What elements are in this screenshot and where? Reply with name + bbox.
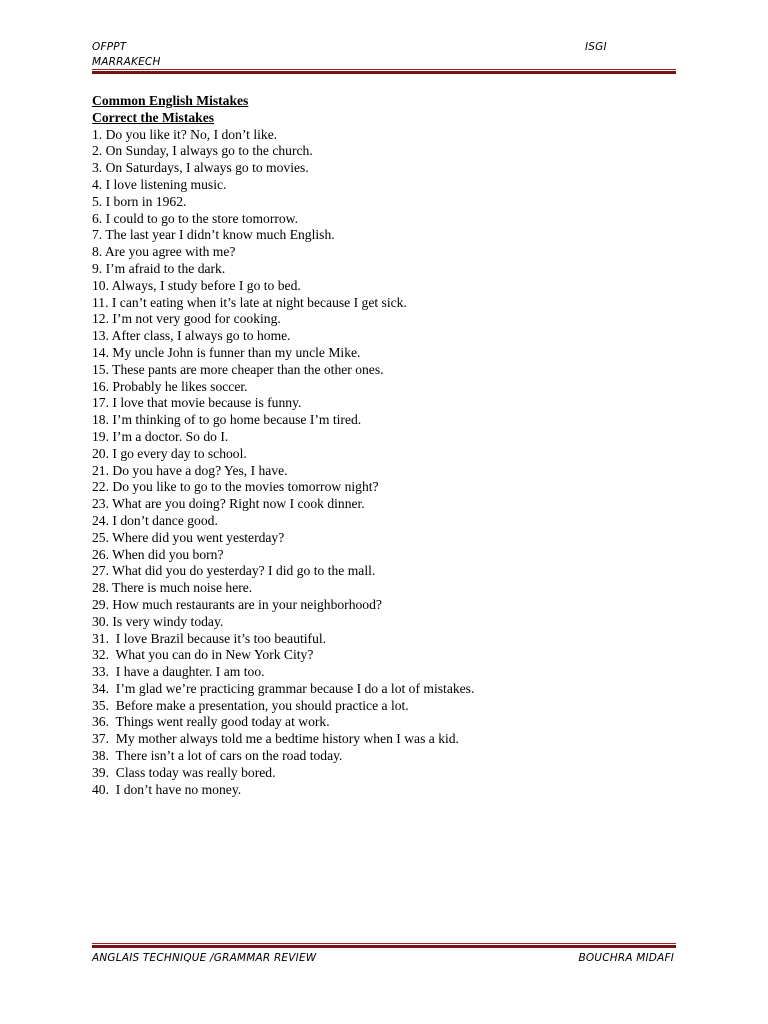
list-item: 1. Do you like it? No, I don’t like. (92, 126, 278, 142)
header-rule (92, 69, 676, 74)
list-item: 38. There isn’t a lot of cars on the road today. (92, 748, 343, 764)
footer-rule (92, 943, 676, 948)
list-item: 40. I don’t have no money. (92, 781, 242, 797)
list-item: 5. I born in 1962. (92, 193, 187, 209)
list-item: 4. I love listening music. (92, 176, 227, 192)
list-item: 21. Do you have a dog? Yes, I have. (92, 462, 288, 478)
list-item: 25. Where did you went yesterday? (92, 529, 285, 545)
list-item: 2. On Sunday, I always go to the church. (92, 143, 313, 159)
document-title: Common English Mistakes (92, 93, 249, 108)
list-item: 7. The last year I didn’t know much English. (92, 227, 335, 243)
list-item: 17. I love that movie because is funny. (92, 395, 302, 411)
list-item: 24. I don’t dance good. (92, 512, 218, 528)
header-org-city: MARRAKECH (92, 56, 161, 68)
list-item: 9. I’m afraid to the dark. (92, 260, 226, 276)
list-item: 13. After class, I always go to home. (92, 328, 291, 344)
list-item: 39. Class today was really bored. (92, 764, 276, 780)
footer-author: BOUCHRA MIDAFI (578, 952, 674, 964)
header-organization (92, 40, 161, 70)
list-item: 12. I’m not very good for cooking. (92, 311, 281, 327)
footer-course-title: ANGLAIS TECHNIQUE /GRAMMAR REVIEW (92, 952, 317, 964)
list-item: 35. Before make a presentation, you should practice a lot. (92, 697, 409, 713)
list-item: 22. Do you like to go to the movies tomorrow night? (92, 479, 379, 495)
list-item: 19. I’m a doctor. So do I. (92, 428, 229, 444)
list-item: 26. When did you born? (92, 546, 224, 562)
list-item: 33. I have a daughter. I am too. (92, 664, 265, 680)
list-item: 20. I go every day to school. (92, 445, 247, 461)
list-item: 6. I could to go to the store tomorrow. (92, 210, 299, 226)
list-item: 14. My uncle John is funner than my uncle Mike. (92, 344, 361, 360)
list-item: 23. What are you doing? Right now I cook dinner. (92, 496, 365, 512)
list-item: 15. These pants are more cheaper than the other ones. (92, 361, 384, 377)
document-subtitle: Correct the Mistakes (92, 109, 215, 125)
list-item: 37. My mother always told me a bedtime history when I was a kid. (92, 731, 459, 747)
list-item: 32. What you can do in New York City? (92, 647, 314, 663)
list-item: 27. What did you do yesterday? I did go to the mall. (92, 563, 376, 579)
list-item: 31. I love Brazil because it’s too beautiful. (92, 630, 327, 646)
list-item: 3. On Saturdays, I always go to movies. (92, 160, 309, 176)
mistakes-list (92, 127, 676, 799)
list-item: 11. I can’t eating when it’s late at night because I get sick. (92, 294, 407, 310)
list-item: 30. Is very windy today. (92, 613, 224, 629)
list-item: 10. Always, I study before I go to bed. (92, 277, 301, 293)
list-item: 29. How much restaurants are in your neighborhood? (92, 596, 382, 612)
list-item: 8. Are you agree with me? (92, 244, 236, 260)
list-item: 28. There is much noise here. (92, 580, 253, 596)
document-body (92, 93, 676, 798)
list-item: 18. I’m thinking of to go home because I’m tired. (92, 412, 362, 428)
header-org-name: OFPPT (92, 41, 127, 53)
list-item: 34. I’m glad we’re practicing grammar because I do a lot of mistakes. (92, 680, 475, 696)
list-item: 36. Things went really good today at work. (92, 714, 330, 730)
list-item: 16. Probably he likes soccer. (92, 378, 248, 394)
header-institute: ISGI (585, 41, 607, 53)
